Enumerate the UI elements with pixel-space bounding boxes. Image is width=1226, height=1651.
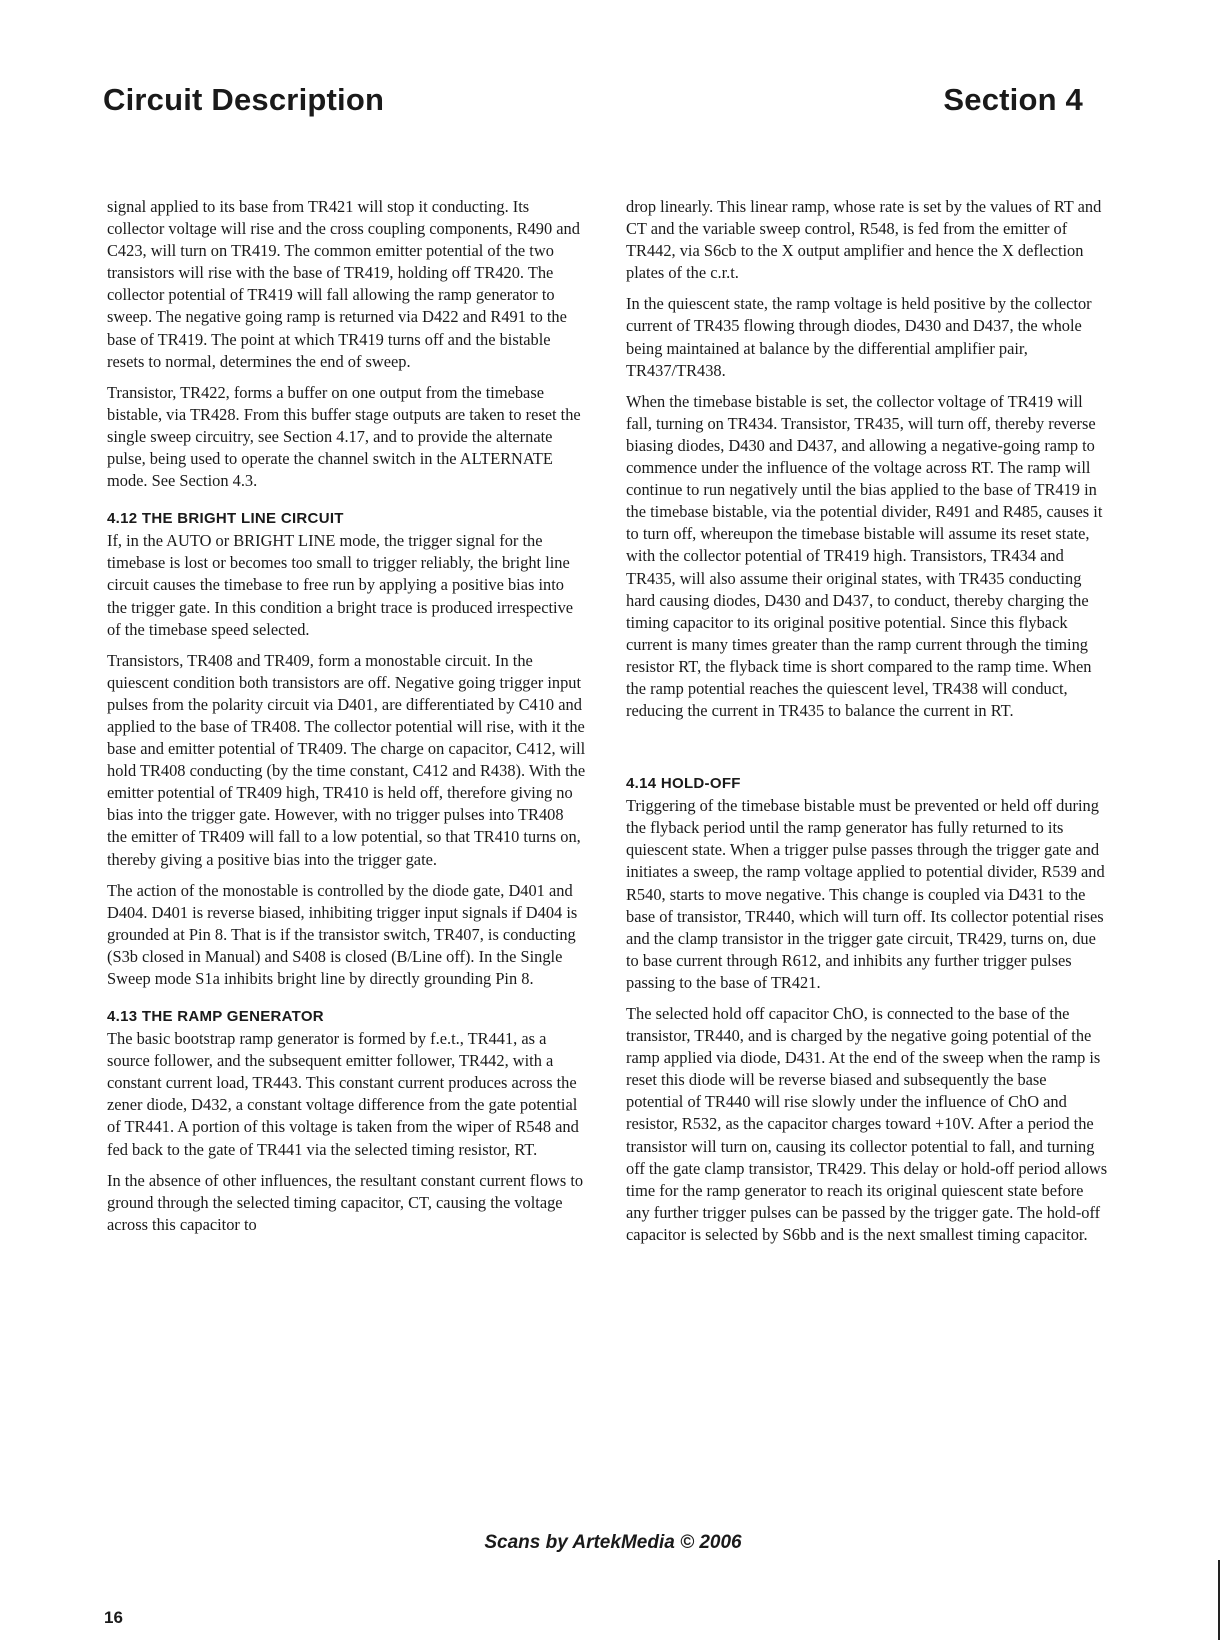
section-label: Section 4 (943, 82, 1083, 117)
paragraph: If, in the AUTO or BRIGHT LINE mode, the trigger signal for the timebase is lost or becomes too small to trigger reliably, the bright line circuit causes the timebase to free run by applying a positive bias into the trigger gate. In this condition a bright trace is produced irrespective of the timebase speed selected. (107, 531, 574, 639)
section-heading-4-14: 4.14 HOLD-OFF (626, 775, 741, 793)
spacer (626, 731, 1108, 757)
page-title: Circuit Description (103, 82, 385, 117)
right-column (626, 196, 1108, 1255)
paragraph: The action of the monostable is controlled by the diode gate, D401 and D404. D401 is reverse biased, inhibiting trigger input signals if D404 is grounded at Pin 8. That is if the transistor switch, TR407, is conducting (S3b closed in Manual) and S408 is closed (B/Line off). In the Single Sweep mode S1a inhibits bright line by directly grounding Pin 8. (107, 880, 578, 988)
page-number: 16 (104, 1608, 123, 1627)
paragraph: signal applied to its base from TR421 will stop it conducting. Its collector voltage will rise and the cross coupling components, R490 and C423, will turn on TR419. The common emitter potential of the two transistors will rise with the base of TR419, holding off TR420. The collector potential of TR419 will fall allowing the ramp generator to sweep. The negative going ramp is returned via D422 and R491 to the base of TR419. The point at which TR419 turns off and the bistable resets to normal, determines the end of sweep. (107, 197, 580, 371)
paragraph: The selected hold off capacitor ChO, is connected to the base of the transistor, TR440, and is charged by the negative going potential of the ramp applied via diode, D431. At the end of the sweep when the ramp is reset this diode will be reverse biased and subsequently the base potential of TR440 will rise slowly under the influence of ChO and resistor, R532, as the capacitor charges toward +10V. After a period the transistor will turn on, causing its collector potential to fall, and turning off the gate clamp transistor, TR429. This delay or hold-off period allows time for the ramp generator to reach its original quiescent state before any further trigger pulses can be passed by the trigger gate. The hold-off capacitor is selected by S6bb and is the next smallest timing capacitor. (626, 1004, 1108, 1244)
paragraph: When the timebase bistable is set, the collector voltage of TR419 will fall, turning on TR434. Transistor, TR435, will turn off, thereby reverse biasing diodes, D430 and D437, and allowing a negative-going ramp to commence under the influence of the voltage across RT. The ramp will continue to run negatively until the bias applied to the base of TR419 in the timebase bistable, via the potential divider, R491 and R485, causes it to turn off, whereupon the timebase bistable will assume its reset state, with the collector potential of TR419 high. Transistors, TR434 and TR435, will also assume their original states, with TR435 conducting hard causing diodes, D430 and D437, to conduct, thereby charging the timing capacitor to its original positive potential. Since this flyback current is many times greater than the ramp current through the timing resistor RT, the flyback time is short compared to the ramp time. When the ramp potential reaches the quiescent level, TR438 will conduct, reducing the current in TR435 to balance the current in RT. (626, 391, 1103, 721)
section-heading-4-12: 4.12 THE BRIGHT LINE CIRCUIT (107, 510, 344, 528)
section-heading-4-13: 4.13 THE RAMP GENERATOR (107, 1008, 324, 1026)
paragraph: Triggering of the timebase bistable must be prevented or held off during the flyback period until the ramp generator has fully returned to its quiescent state. When a trigger pulse passes through the trigger gate and initiates a sweep, the ramp voltage applied to potential divider, R539 and R540, starts to move negative. This change is coupled via D431 to the base of transistor, TR440, which will turn off. Its collector potential rises and the clamp transistor in the trigger gate circuit, TR429, turns on, due to base current through R612, and inhibits any further trigger pulses passing to the base of TR421. (626, 796, 1105, 992)
paragraph: Transistors, TR408 and TR409, form a monostable circuit. In the quiescent condition both transistors are off. Negative going trigger input pulses from the polarity circuit via D401, are differentiated by C410 and applied to the base of TR408. The collector potential will rise, with it the base and emitter potential of TR409. The charge on capacitor, C412, will hold TR408 conducting (by the time constant, C412 and R438). With the emitter potential of TR409 high, TR410 is held off, therefore giving no bias into the trigger gate. However, with no trigger pulses into TR408 the emitter of TR409 will fall to a low potential, so that TR410 turns on, thereby giving a positive bias into the trigger gate. (107, 650, 586, 869)
left-column (107, 196, 587, 1245)
paragraph: Transistor, TR422, forms a buffer on one output from the timebase bistable, via TR428. From this buffer stage outputs are taken to reset the single sweep circuitry, see Section 4.17, and to provide the alternate pulse, being used to operate the channel switch in the ALTERNATE mode. See Section 4.3. (107, 382, 581, 491)
scan-edge-mark (1218, 1560, 1220, 1640)
scan-credit: Scans by ArtekMedia © 2006 (484, 1532, 742, 1553)
paragraph: In the absence of other influences, the resultant constant current flows to ground through the selected timing capacitor, CT, causing the voltage across this capacitor to (107, 1170, 584, 1234)
paragraph: The basic bootstrap ramp generator is formed by f.e.t., TR441, as a source follower, and the subsequent emitter follower, TR442, with a constant current load, TR443. This constant current produces across the zener diode, D432, a constant voltage difference from the gate potential of TR441. A portion of this voltage is taken from the wiper of R548 and fed back to the gate of TR441 via the selected timing resistor, RT. (107, 1029, 579, 1159)
paragraph: drop linearly. This linear ramp, whose rate is set by the values of RT and CT and the variable sweep control, R548, is fed from the emitter of TR442, via S6cb to the X output amplifier and hence the X deflection plates of the c.r.t. (626, 197, 1102, 283)
paragraph: In the quiescent state, the ramp voltage is held positive by the collector current of TR435 flowing through diodes, D430 and D437, the whole being maintained at balance by the differential amplifier pair, TR437/TR438. (626, 294, 1092, 380)
